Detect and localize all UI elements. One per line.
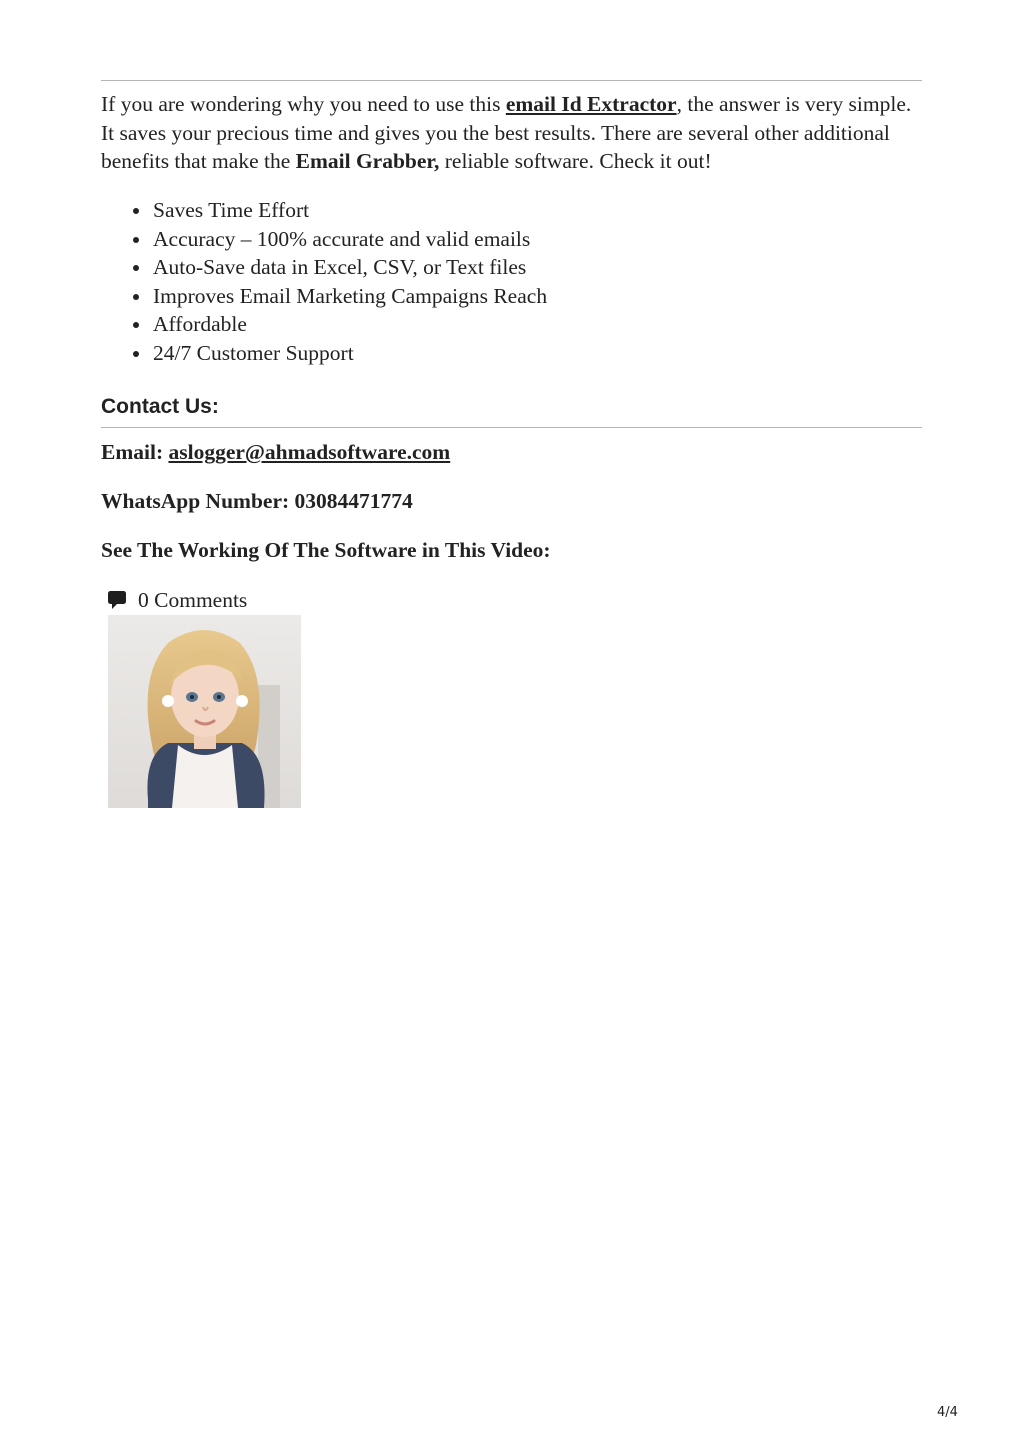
comments-count: 0 Comments [138,588,248,612]
author-avatar [108,615,301,808]
intro-paragraph [101,90,922,176]
list-item: Improves Email Marketing Campaigns Reach [153,282,547,311]
comment-icon [107,589,127,611]
list-item: Affordable [153,310,547,339]
email-id-extractor-link[interactable]: email Id Extractor [505,92,677,116]
comments-link[interactable] [107,586,247,614]
email-grabber-bold: Email Grabber, [295,149,440,173]
video-heading: See The Working Of The Software in This Video: [101,538,551,562]
list-item: Auto-Save data in Excel, CSV, or Text files [153,253,547,282]
intro-text-end: reliable software. Check it out! [439,149,712,173]
list-item: Accuracy – 100% accurate and valid emails [153,225,547,254]
intro-text-middle: , the answer is very simple. It saves your precious time and gives you the best results. There are several other additional benefits that make the [101,92,912,173]
email-label: Email: [101,440,169,464]
whatsapp-line: WhatsApp Number: 03084471774 [101,489,413,513]
intro-text-start: If you are wondering why you need to use this [101,92,506,116]
contact-heading: Contact Us: [101,395,219,418]
page-number: 4/4 [937,1405,958,1420]
list-item: Saves Time Effort [153,196,547,225]
top-divider [101,80,922,81]
benefits-list [101,196,547,367]
contact-divider [101,427,922,428]
email-link[interactable]: aslogger@ahmadsoftware.com [168,440,451,464]
list-item: 24/7 Customer Support [153,339,547,368]
email-line [101,438,450,466]
